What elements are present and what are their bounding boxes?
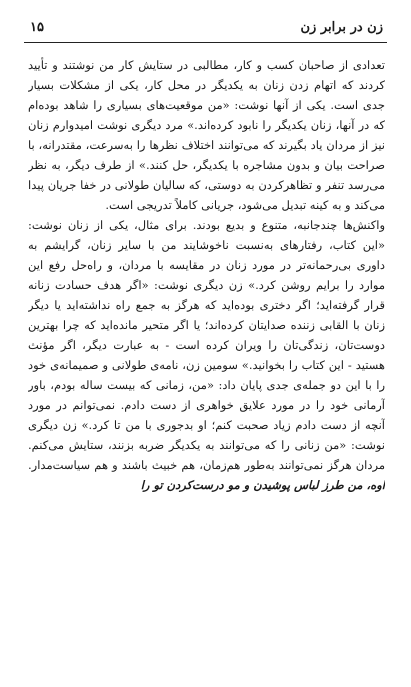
- paragraph-2-text: واکنش‌ها چندجانبه، متنوع و بدیع بودند. برای مثال، یکی از زنان نوشت: «این کتاب، رفتارهای به‌نسبت ناخوشایند من با سایر زنان، گرایشم به داوری بی‌رحمانه‌تر در مورد زنان در مقایسه با مردان، و راه‌حل رفع این موارد را برایم روشن کرد.» زن دیگری نوشت: «اگر هدف حسادت زنانه قرار گرفته‌اید؛ اگر دختری بوده‌اید که هرگز به جمع راه نداشته‌اید یا دیگر زنان با القابی زننده صدایتان کرده‌اند؛ یا اگر متحیر مانده‌اید که چرا بهترین دوست‌تان، زندگی‌تان را ویران کرده است - به عبارت دیگر، اگر مؤنث هستید - این کتاب را بخوانید.» سومین زن، نامه‌ی طولانی و صمیمانه‌ی خود را با این دو جمله‌ی جدی پایان داد: «من، زمانی که بیست ساله بودم، باور آرمانی خود را در مورد علایق خواهری از دست دادم. نمی‌توانم در مورد آنچه از دست دادم زیاد صحبت کنم؛ او بدجوری با من تا کرد.» زن دیگری نوشت: «من زنانی را که می‌توانند به یکدیگر ضربه بزنند، ستایش می‌کنم. مردان هرگز نمی‌توانند به‌طور هم‌زمان، هم خبیث باشند و هم سیاست‌مدار.: [28, 218, 385, 472]
- page-header: [0, 0, 411, 48]
- paragraph-2: [28, 215, 385, 495]
- body-text: [28, 55, 385, 681]
- paragraph-1: تعدادی از صاحبان کسب و کار، مطالبی در ستایش کار من نوشتند و تأیید کردند که اتهام زدن زنان به یکدیگر در محل کار، یکی از مشکلات بسیار جدی است. یکی از آنها نوشت: «من موقعیت‌های بسیاری را شاهد بوده‌ام که در آنها، زنان یکدیگر را نابود کرده‌اند.» مرد دیگری نوشت امیدوارم زنان نیز از مردان یاد بگیرند که می‌توانند اختلاف نظرها را به‌سرعت، مقتدرانه، با صراحت بیان و بدون مشاجره با یکدیگر، حل کنند.» از طرف دیگر، به نظر می‌رسد تنفر و تظاهرکردن به دوستی، که سالیان طولانی در خفا جریان پیدا می‌کند و به کینه تبدیل می‌شود، جریانی کاملاً تدریجی است.: [28, 58, 385, 212]
- header-rule: [24, 42, 387, 43]
- page-number: ۱۵: [30, 20, 44, 35]
- emphasized-quote: اوه، من طرز لباس پوشیدن و مو درست‌کردن تو را: [140, 478, 385, 492]
- running-title: زن در برابر زن: [300, 20, 383, 35]
